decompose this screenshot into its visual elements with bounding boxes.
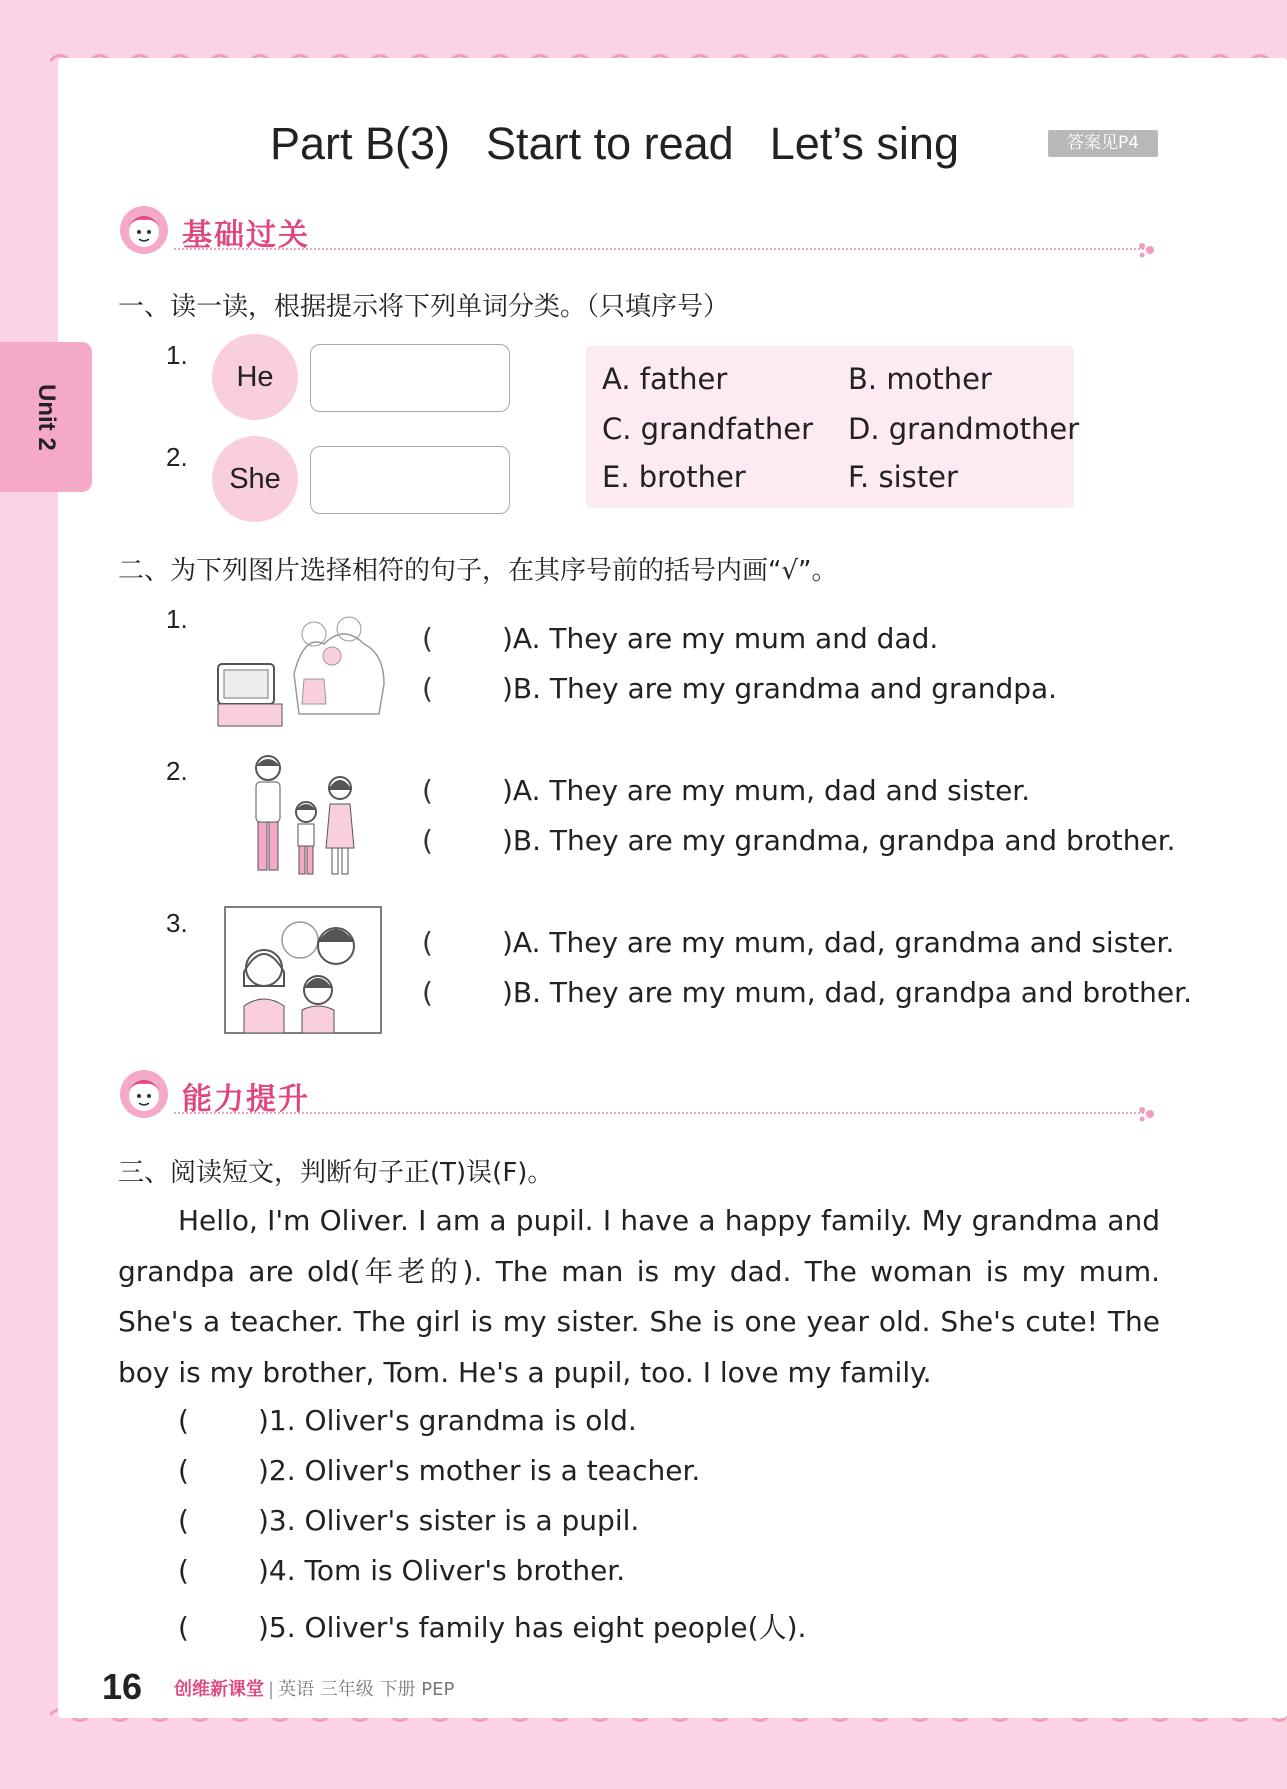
section-label-advance: 能力提升 — [182, 1082, 310, 1117]
answer-box-she[interactable] — [310, 446, 510, 514]
answer-reference-badge: 答案见P4 — [1048, 130, 1158, 157]
dad-son-sister-image — [244, 752, 364, 882]
statement-text: )2. Oliver's mother is a teacher. — [258, 1454, 701, 1487]
reading-passage — [118, 1196, 1160, 1398]
statement-text: )4. Tom is Oliver's brother. — [258, 1554, 626, 1587]
answer-paren[interactable]: ( — [422, 622, 433, 655]
footer-volume: 下册 — [379, 1679, 416, 1700]
word-option: A. father — [602, 362, 728, 396]
answer-paren[interactable]: ( — [422, 976, 433, 1009]
tf-statement[interactable] — [178, 1606, 806, 1646]
unit-tab — [0, 342, 92, 492]
family-watching-tv-image — [214, 604, 394, 730]
question-1-heading: 一、读一读，根据提示将下列单词分类。（只填序号） — [118, 292, 730, 322]
section-header-basic — [118, 204, 1160, 256]
word-option: B. mother — [848, 362, 992, 396]
page-number: 16 — [102, 1666, 143, 1707]
option-text: )A. They are my mum, dad and sister. — [502, 774, 1031, 807]
girl-avatar-icon — [118, 1068, 170, 1120]
word-option: E. brother — [602, 460, 746, 494]
footer-edition: PEP — [421, 1679, 455, 1700]
q1-item-number: 2. — [166, 442, 188, 472]
option-text: )A. They are my mum and dad. — [502, 622, 939, 655]
q2-item-number: 3. — [166, 908, 188, 938]
tf-statement[interactable] — [178, 1504, 639, 1537]
word-option: F. sister — [848, 460, 958, 494]
statement-text: )3. Oliver's sister is a pupil. — [258, 1504, 640, 1537]
pronoun-he: He — [212, 334, 298, 420]
q2-option-a[interactable] — [422, 774, 1030, 807]
answer-paren[interactable]: ( — [422, 672, 433, 705]
q1-item-number: 1. — [166, 340, 188, 370]
answer-paren[interactable]: ( — [178, 1404, 189, 1437]
answer-paren[interactable]: ( — [422, 824, 433, 857]
q2-item-number: 1. — [166, 604, 188, 634]
q2-item-number: 2. — [166, 756, 188, 786]
q2-option-a[interactable] — [422, 926, 1174, 959]
answer-box-he[interactable] — [310, 344, 510, 412]
q2-option-b[interactable] — [422, 824, 1176, 857]
answer-paren[interactable]: ( — [178, 1611, 189, 1644]
passage-text: Hello, I'm Oliver. I am a pupil. I have a happy family. My grandma and grandpa are old(年老的). The man is my dad. The woman is my mum. She's a teacher. The girl is my sister. She is one year old. She's cute! The boy is my brother, Tom. He's a pupil, too. I love my family. — [118, 1204, 1160, 1389]
q2-option-b[interactable] — [422, 976, 1192, 1009]
title-start: Start to read — [486, 118, 734, 169]
decorative-dots-icon — [1136, 1104, 1160, 1124]
tf-statement[interactable] — [178, 1454, 700, 1487]
option-text: )B. They are my mum, dad, grandpa and brother. — [502, 976, 1192, 1009]
answer-paren[interactable]: ( — [422, 926, 433, 959]
option-text: )B. They are my grandma and grandpa. — [502, 672, 1058, 705]
word-option: D. grandmother — [848, 412, 1080, 446]
q2-option-b[interactable] — [422, 672, 1057, 705]
question-3-heading: 三、阅读短文，判断句子正(T)误(F)。 — [118, 1158, 554, 1188]
title-part: Part B(3) — [270, 118, 451, 169]
decorative-dots-icon — [1136, 240, 1160, 260]
section-divider — [174, 1112, 1148, 1114]
section-header-advance — [118, 1068, 1160, 1120]
statement-text: )1. Oliver's grandma is old. — [258, 1404, 637, 1437]
answer-paren[interactable]: ( — [422, 774, 433, 807]
title-sing: Let’s sing — [769, 118, 959, 169]
footer-subject: 英语 — [278, 1679, 315, 1700]
tf-statement[interactable] — [178, 1554, 625, 1587]
family-portrait-image — [224, 906, 382, 1034]
footer-brand: 创维新课堂 — [174, 1679, 264, 1700]
word-option: C. grandfather — [602, 412, 814, 446]
page-title — [270, 118, 995, 170]
question-2-heading: 二、为下列图片选择相符的句子，在其序号前的括号内画“√”。 — [118, 556, 838, 586]
girl-avatar-icon — [118, 204, 170, 256]
unit-tab-label: Unit 2 — [33, 383, 60, 451]
footer-grade: 三年级 — [319, 1679, 374, 1700]
answer-paren[interactable]: ( — [178, 1504, 189, 1537]
answer-paren[interactable]: ( — [178, 1554, 189, 1587]
q2-option-a[interactable] — [422, 622, 938, 655]
statement-text: )5. Oliver's family has eight people(人). — [258, 1611, 807, 1644]
pronoun-she: She — [212, 436, 298, 522]
section-divider — [174, 248, 1148, 250]
option-text: )A. They are my mum, dad, grandma and sister. — [502, 926, 1175, 959]
option-text: )B. They are my grandma, grandpa and brother. — [502, 824, 1176, 857]
answer-paren[interactable]: ( — [178, 1454, 189, 1487]
tf-statement[interactable] — [178, 1404, 637, 1437]
section-label-basic: 基础过关 — [182, 218, 310, 253]
footer-info: 创维新课堂 | 英语 三年级 下册 PEP — [174, 1679, 455, 1700]
